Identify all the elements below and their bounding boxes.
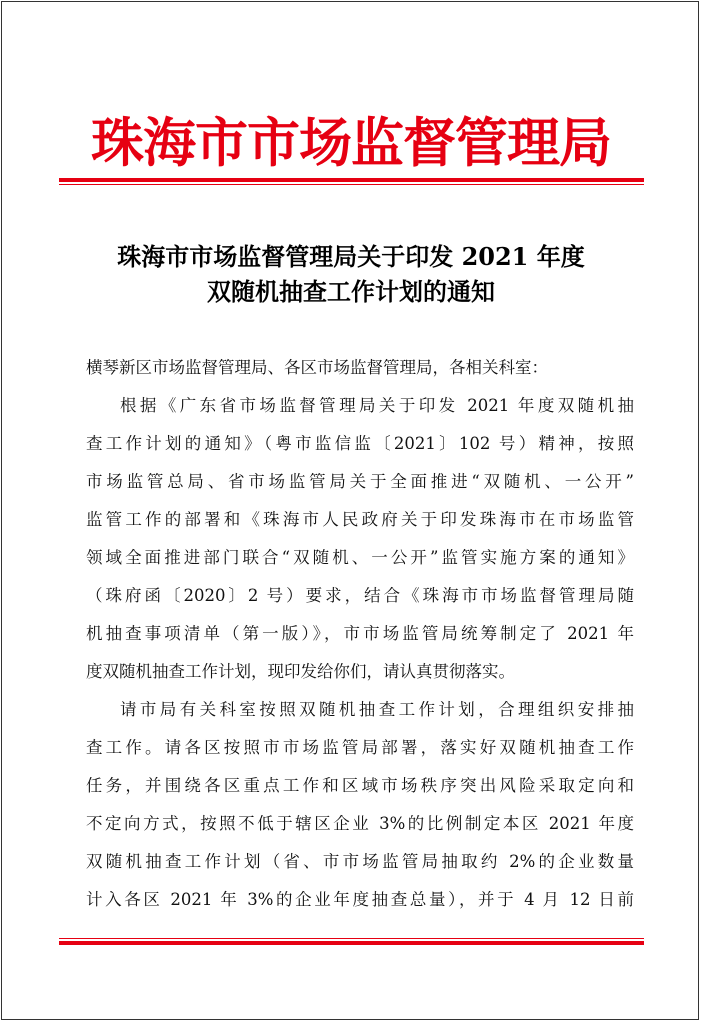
document-title-line-2: 双随机抽查工作计划的通知	[207, 277, 495, 306]
body-line: 监管工作的部署和《珠海市人民政府关于印发珠海市在市场监管	[86, 510, 634, 529]
footer-red-rule-thin	[59, 938, 644, 939]
body-line: 不定向方式，按照不低于辖区企业 3%的比例制定本区 2021 年度	[86, 814, 634, 833]
body-line: 双随机抽查工作计划（省、市市场监管局抽取约 2%的企业数量	[86, 852, 634, 871]
letterhead-red-rule-thin	[59, 184, 644, 185]
body-line: 领域全面推进部门联合“双随机、一公开”监管实施方案的通知》	[86, 548, 634, 567]
body-line: 任务，并围绕各区重点工作和区域市场秩序突出风险采取定向和	[86, 776, 634, 795]
letterhead-org-name: 珠海市市场监督管理局	[91, 112, 611, 174]
body-line: 计入各区 2021 年 3%的企业年度抽查总量），并于 4 月 12 日前	[86, 890, 634, 909]
body-line: （珠府函〔2020〕2 号）要求，结合《珠海市市场监督管理局随	[86, 586, 634, 605]
body-line: 市场监管总局、省市场监管局关于全面推进“双随机、一公开”	[86, 472, 634, 491]
body-line: 度双随机抽查工作计划，现印发给你们，请认真贯彻落实。	[86, 662, 515, 681]
body-line: 查工作计划的通知》（粤市监信监〔2021〕102 号）精神，按照	[86, 434, 634, 453]
body-line: 根据《广东省市场监督管理局关于印发 2021 年度双随机抽	[120, 396, 634, 415]
body-line: 机抽查事项清单（第一版）》，市市场监管局统筹制定了 2021 年	[86, 624, 634, 643]
document-title-line-1: 珠海市市场监督管理局关于印发 2021 年度	[117, 242, 585, 271]
body-line: 查工作。请各区按照市市场监管局部署，落实好双随机抽查工作	[86, 738, 634, 757]
footer-red-rule-thick	[59, 941, 644, 945]
salutation-line: 横琴新区市场监督管理局、各区市场监督管理局，各相关科室：	[86, 358, 548, 377]
letterhead-red-rule-thick	[59, 178, 644, 182]
body-line: 请市局有关科室按照双随机抽查工作计划，合理组织安排抽	[120, 700, 634, 719]
